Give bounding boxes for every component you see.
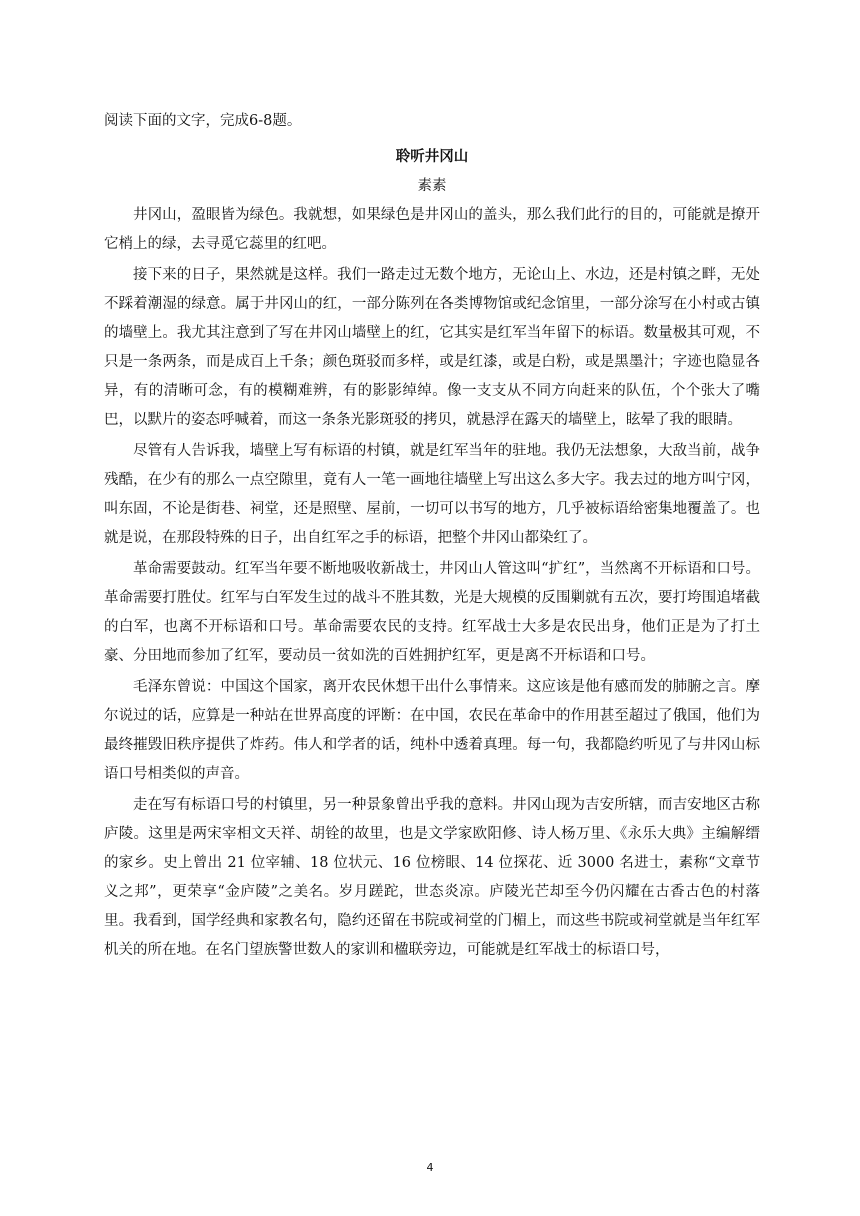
reading-instruction: 阅读下面的文字，完成6-8题。	[104, 113, 302, 129]
paragraph-2: 接下来的日子，果然就是这样。我们一路走过无数个地方，无论山上、水边，还是村镇之畔，无处不踩着潮湿的绿意。属于井冈山的红，一部分陈列在各类博物馆或纪念馆里，一部分涂写在小村或古镇的墙壁上。我尤其注意到了写在井冈山墙壁上的红，它其实是红军当年留下的标语。数量极其可观，不只是一条两条，而是成百上千条；颜色斑驳而多样，或是红漆，或是白粉，或是黑墨汁；字迹也隐显各异，有的清晰可念，有的模糊难辨，有的影影绰绰。像一支支从不同方向赶来的队伍，个个张大了嘴巴，以默片的姿态呼喊着，而这一条条光影斑驳的拷贝，就悬浮在露天的墙壁上，眩晕了我的眼睛。	[104, 267, 760, 428]
article-author: 素素	[417, 178, 447, 194]
paragraph-1: 井冈山，盈眼皆为绿色。我就想，如果绿色是井冈山的盖头，那么我们此行的目的，可能就是撩开它梢上的绿，去寻觅它蕊里的红吧。	[104, 207, 760, 252]
paragraph-5: 毛泽东曾说：中国这个国家，离开农民休想干出什么事情来。这应该是他有感而发的肺腑之言。摩尔说过的话，应算是一种站在世界高度的评断：在中国，农民在革命中的作用甚至超过了俄国，他们为最终摧毁旧秩序提供了炸药。伟人和学者的话，纯朴中透着真理。每一句，我都隐约听见了与井冈山标语口号相类似的声音。	[104, 679, 760, 782]
page-number: 4	[426, 1161, 434, 1174]
paragraph-4: 革命需要鼓动。红军当年要不断地吸收新战士，井冈山人管这叫“扩红”，当然离不开标语和口号。革命需要打胜仗。红军与白军发生过的战斗不胜其数，光是大规模的反围剿就有五次，要打垮围追堵截的白军，也离不开标语和口号。革命需要农民的支持。红军战士大多是农民出身，他们正是为了打土豪、分田地而参加了红军，要动员一贫如洗的百姓拥护红军，更是离不开标语和口号。	[104, 561, 760, 664]
paragraph-6: 走在写有标语口号的村镇里，另一种景象曾出乎我的意料。井冈山现为吉安所辖，而吉安地区古称庐陵。这里是两宋宰相文天祥、胡铨的故里，也是文学家欧阳修、诗人杨万里、《永乐大典》主编解缙的家乡。史上曾出 21 位宰辅、18 位状元、16 位榜眼、14 位探花、近 3000 名进士，素称“文章节义之邦”，更荣享“金庐陵”之美名。岁月蹉跎，世态炎凉。庐陵光芒却至今仍闪耀在古香古色的村落里。我看到，国学经典和家教名句，隐约还留在书院或祠堂的门楣上，而这些书院或祠堂就是当年红军机关的所在地。在名门望族警世数人的家训和楹联旁边，可能就是红军战士的标语口号，	[104, 797, 760, 958]
paragraph-3: 尽管有人告诉我，墙壁上写有标语的村镇，就是红军当年的驻地。我仍无法想象，大敌当前，战争残酷，在少有的那么一点空隙里，竟有人一笔一画地往墙壁上写出这么多大字。我去过的地方叫宁冈，叫东固，不论是街巷、祠堂，还是照壁、屋前，一切可以书写的地方，几乎被标语给密集地覆盖了。也就是说，在那段特殊的日子，出自红军之手的标语，把整个井冈山都染红了。	[104, 443, 760, 546]
article-body	[104, 201, 760, 965]
document-page	[104, 107, 760, 967]
article-title: 聆听井冈山	[395, 149, 469, 165]
